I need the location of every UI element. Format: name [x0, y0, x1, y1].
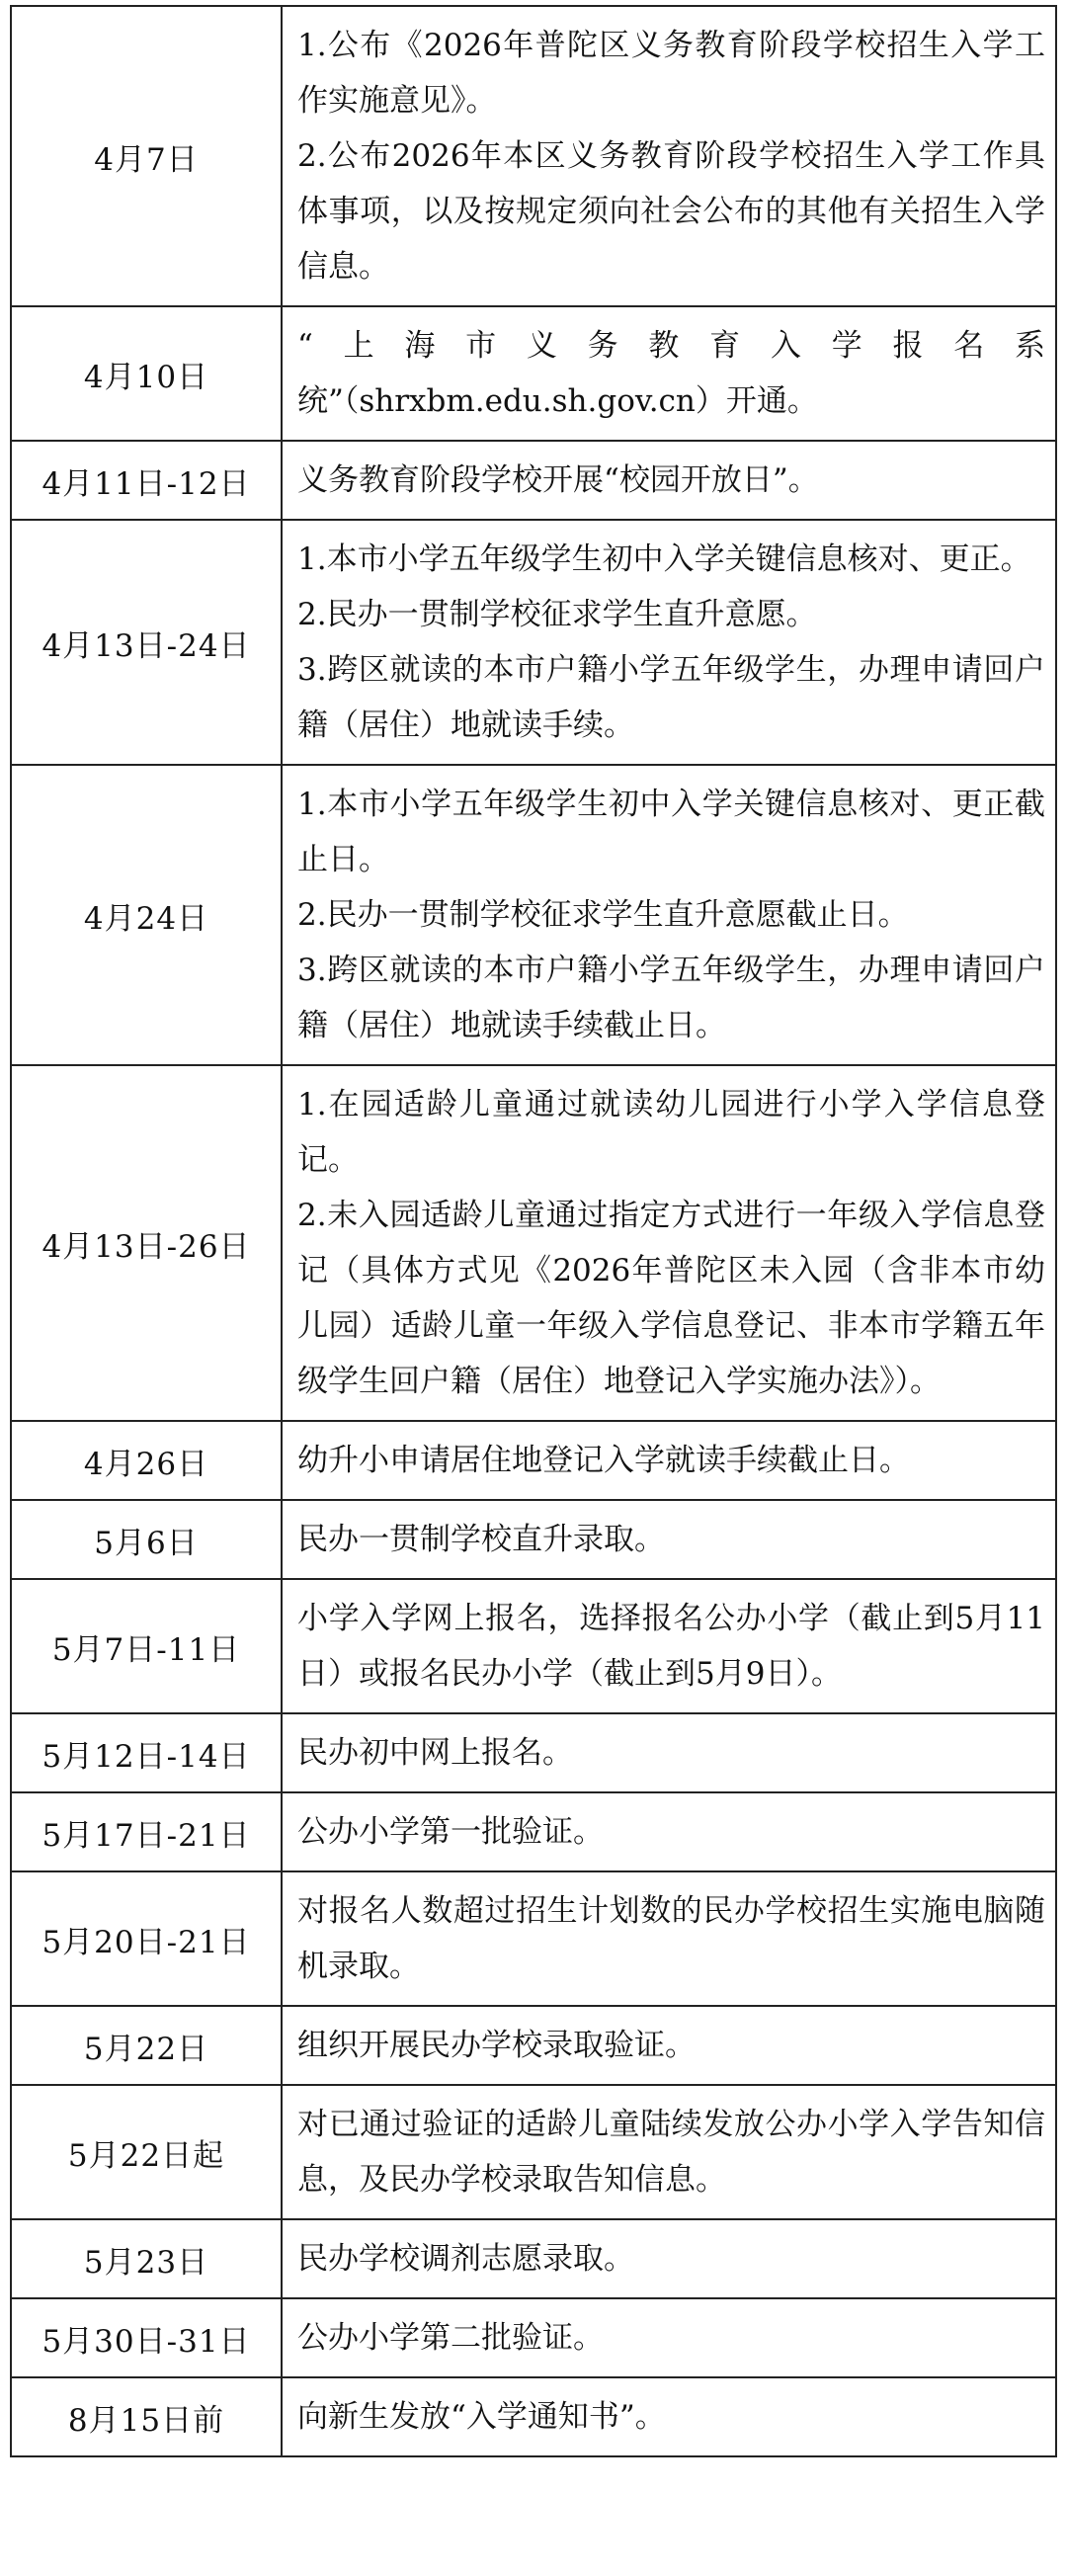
schedule-date: 5月22日 — [11, 2006, 282, 2085]
schedule-content — [282, 1579, 1056, 1713]
schedule-item: 民办一贯制学校直升录取。 — [297, 1522, 665, 1557]
schedule-row — [11, 1792, 1056, 1871]
schedule-item: 小学入学网上报名，选择报名公办小学（截止到5月11日）或报名民办小学（截止到5月9日）。 — [297, 1601, 1045, 1692]
schedule-date: 4月13日-26日 — [11, 1065, 282, 1421]
schedule-content — [282, 765, 1056, 1065]
schedule-date: 4月24日 — [11, 765, 282, 1065]
schedule-content — [282, 2377, 1056, 2456]
schedule-row — [11, 765, 1056, 1065]
schedule-row — [11, 1579, 1056, 1713]
schedule-date: 8月15日前 — [11, 2377, 282, 2456]
schedule-content — [282, 2006, 1056, 2085]
schedule-date: 5月30日-31日 — [11, 2298, 282, 2377]
schedule-item: 组织开展民办学校录取验证。 — [297, 2028, 696, 2063]
schedule-content — [282, 6, 1056, 306]
schedule-item: 2.未入园适龄儿童通过指定方式进行一年级入学信息登记（具体方式见《2026年普陀区未入园（含非本市幼儿园）适龄儿童一年级入学信息登记、非本市学籍五年级学生回户籍（居住）地登记入学实施办法》）。 — [297, 1198, 1045, 1399]
schedule-row — [11, 441, 1056, 520]
schedule-content — [282, 1065, 1056, 1421]
schedule-date: 5月20日-21日 — [11, 1871, 282, 2006]
schedule-item: 义务教育阶段学校开展“校园开放日”。 — [297, 462, 819, 498]
schedule-row — [11, 1500, 1056, 1579]
schedule-date: 4月11日-12日 — [11, 441, 282, 520]
schedule-item: 民办初中网上报名。 — [297, 1735, 573, 1771]
schedule-date: 4月26日 — [11, 1421, 282, 1500]
schedule-content — [282, 441, 1056, 520]
schedule-content — [282, 1421, 1056, 1500]
schedule-date: 5月22日起 — [11, 2085, 282, 2219]
schedule-item: 1.在园适龄儿童通过就读幼儿园进行小学入学信息登记。 — [297, 1087, 1045, 1178]
schedule-item: 公办小学第一批验证。 — [297, 1814, 604, 1850]
schedule-date: 5月7日-11日 — [11, 1579, 282, 1713]
schedule-item: 2.民办一贯制学校征求学生直升意愿。 — [297, 597, 817, 632]
schedule-row — [11, 2377, 1056, 2456]
schedule-item: 对报名人数超过招生计划数的民办学校招生实施电脑随机录取。 — [297, 1893, 1045, 1984]
schedule-table-body — [11, 6, 1056, 2456]
schedule-date: 5月23日 — [11, 2219, 282, 2298]
schedule-date: 5月12日-14日 — [11, 1713, 282, 1792]
enrollment-schedule-table — [10, 5, 1057, 2457]
schedule-row — [11, 1065, 1056, 1421]
schedule-content — [282, 520, 1056, 765]
schedule-row — [11, 1713, 1056, 1792]
schedule-item: 3.跨区就读的本市户籍小学五年级学生，办理申请回户籍（居住）地就读手续。 — [297, 652, 1045, 743]
schedule-row — [11, 2085, 1056, 2219]
schedule-item: 2.民办一贯制学校征求学生直升意愿截止日。 — [297, 897, 909, 933]
schedule-date: 4月10日 — [11, 306, 282, 441]
schedule-date: 4月7日 — [11, 6, 282, 306]
schedule-item: 民办学校调剂志愿录取。 — [297, 2241, 634, 2277]
schedule-item: 幼升小申请居住地登记入学就读手续截止日。 — [297, 1443, 910, 1478]
schedule-item: 3.跨区就读的本市户籍小学五年级学生，办理申请回户籍（居住）地就读手续截止日。 — [297, 953, 1045, 1043]
schedule-content — [282, 1871, 1056, 2006]
schedule-content — [282, 1713, 1056, 1792]
schedule-date: 4月13日-24日 — [11, 520, 282, 765]
schedule-row — [11, 520, 1056, 765]
schedule-item: 1.公布《2026年普陀区义务教育阶段学校招生入学工作实施意见》。 — [297, 28, 1045, 119]
schedule-row — [11, 1871, 1056, 2006]
schedule-item: 公办小学第二批验证。 — [297, 2320, 604, 2356]
schedule-item: 向新生发放“入学通知书”。 — [297, 2399, 666, 2435]
schedule-row — [11, 306, 1056, 441]
schedule-item: 1.本市小学五年级学生初中入学关键信息核对、更正截止日。 — [297, 787, 1045, 877]
schedule-row — [11, 1421, 1056, 1500]
schedule-content — [282, 1792, 1056, 1871]
schedule-item: “上海市义务教育入学报名系统”（shrxbm.edu.sh.gov.cn）开通。 — [297, 328, 1045, 419]
schedule-row — [11, 2006, 1056, 2085]
schedule-item: 2.公布2026年本区义务教育阶段学校招生入学工作具体事项，以及按规定须向社会公布的其他有关招生入学信息。 — [297, 138, 1045, 285]
schedule-row — [11, 2219, 1056, 2298]
schedule-content — [282, 306, 1056, 441]
schedule-date: 5月6日 — [11, 1500, 282, 1579]
schedule-content — [282, 2219, 1056, 2298]
schedule-row — [11, 6, 1056, 306]
schedule-content — [282, 1500, 1056, 1579]
schedule-content — [282, 2085, 1056, 2219]
schedule-item: 对已通过验证的适龄儿童陆续发放公办小学入学告知信息，及民办学校录取告知信息。 — [297, 2107, 1045, 2198]
schedule-date: 5月17日-21日 — [11, 1792, 282, 1871]
schedule-content — [282, 2298, 1056, 2377]
schedule-row — [11, 2298, 1056, 2377]
schedule-item: 1.本市小学五年级学生初中入学关键信息核对、更正。 — [297, 541, 1031, 577]
